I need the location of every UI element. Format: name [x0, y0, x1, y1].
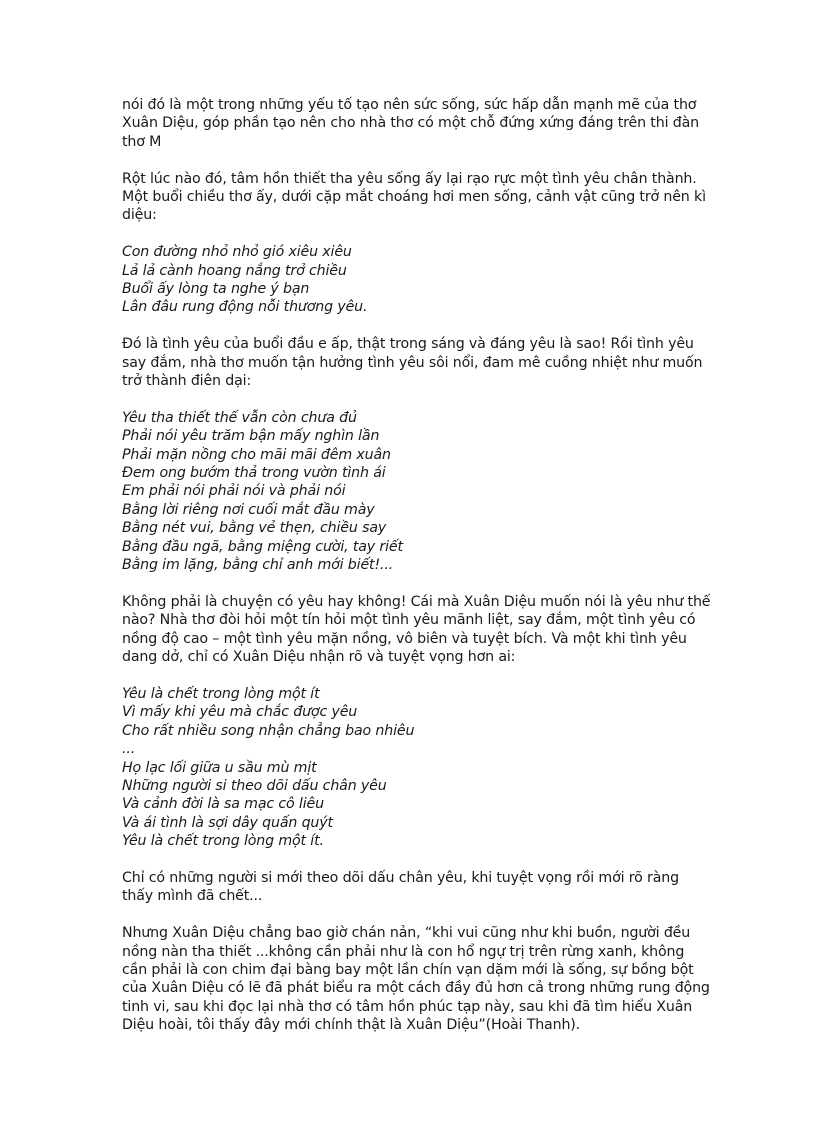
verse-line: Con đường nhỏ nhỏ gió xiêu xiêu: [122, 244, 352, 261]
text-line: tinh vi, sau khi đọc lại nhà thơ có tâm hồn phúc tạp này, sau khi đã tìm hiểu Xuân: [122, 998, 693, 1015]
poem-stanza: [122, 243, 702, 317]
text-line: Rột lúc nào đó, tâm hồn thiết tha yêu sống ấy lại rạo rực một tình yêu chân thành.: [122, 170, 697, 187]
text-line: say đắm, nhà thơ muốn tận hưởng tình yêu sôi nổi, đam mê cuồng nhiệt như muốn: [122, 354, 703, 371]
paragraph: [122, 869, 702, 906]
verse-line: Họ lạc lối giữa u sầu mù mịt: [122, 759, 317, 776]
verse-line: Bằng đầu ngã, bằng miệng cười, tay riết: [122, 538, 403, 555]
paragraph: [122, 335, 702, 390]
text-line: cần phải là con chim đại bàng bay một lần chín vạn dặm mới là sống, sự bồng bột: [122, 961, 694, 978]
text-line: thơ M: [122, 133, 162, 150]
text-line: Một buổi chiều thơ ấy, dưới cặp mắt choáng hơi men sống, cảnh vật cũng trở nên kì: [122, 189, 706, 206]
paragraph: [122, 96, 702, 151]
verse-line: Yêu là chết trong lòng một ít.: [122, 833, 324, 850]
text-line: dang dở, chỉ có Xuân Diệu nhận rõ và tuyệt vọng hơn ai:: [122, 649, 516, 666]
verse-line: Buổi ấy lòng ta nghe ý bạn: [122, 281, 310, 298]
text-line: trở thành điên dại:: [122, 373, 252, 390]
text-line: Xuân Diệu, góp phần tạo nên cho nhà thơ có một chỗ đứng xứng đáng trên thi đàn: [122, 115, 699, 132]
verse-line: ...: [122, 741, 136, 758]
text-line: Đó là tình yêu của buổi đầu e ấp, thật trong sáng và đáng yêu là sao! Rồi tình yêu: [122, 336, 694, 353]
text-line: Không phải là chuyện có yêu hay không! Cái mà Xuân Diệu muốn nói là yêu như thế: [122, 593, 711, 610]
verse-line: Bằng im lặng, bằng chỉ anh mới biết!...: [122, 557, 394, 574]
verse-line: Cho rất nhiều song nhận chẳng bao nhiêu: [122, 722, 415, 739]
verse-line: Phải nói yêu trăm bận mấy nghìn lần: [122, 428, 380, 445]
verse-line: Lân đâu rung động nỗi thương yêu.: [122, 299, 368, 316]
verse-line: Bằng nét vui, bằng vẻ thẹn, chiều say: [122, 520, 387, 537]
text-line: nào? Nhà thơ đòi hỏi một tín hỏi một tình yêu mãnh liệt, say đắm, một tình yêu có: [122, 612, 696, 629]
verse-line: Yêu tha thiết thế vẫn còn chưa đủ: [122, 409, 357, 426]
text-line: nồng nàn tha thiết ...không cần phải như là con hổ ngự trị trên rừng xanh, không: [122, 943, 685, 960]
verse-line: Bằng lời riêng nơi cuối mắt đầu mày: [122, 501, 375, 518]
verse-line: Và cảnh đời là sa mạc cô liêu: [122, 796, 324, 813]
verse-line: Lả lả cành hoang nắng trở chiều: [122, 262, 347, 279]
text-line: nói đó là một trong những yếu tố tạo nên sức sống, sức hấp dẫn mạnh mẽ của thơ: [122, 97, 697, 113]
paragraph: [122, 593, 711, 667]
text-line: Diệu hoài, tôi thấy đây mới chính thật là Xuân Diệu”(Hoài Thanh).: [122, 1017, 581, 1034]
text-line: thấy mình đã chết...: [122, 888, 263, 905]
verse-line: Và ái tình là sợi dây quấn quýt: [122, 814, 333, 831]
poem-stanza: [122, 685, 702, 851]
verse-line: Phải mặn nồng cho mãi mãi đêm xuân: [122, 446, 391, 463]
document-page: [122, 96, 711, 1053]
verse-line: Những người si theo dõi dấu chân yêu: [122, 777, 387, 794]
text-line: Chỉ có những người si mới theo dõi dấu chân yêu, khi tuyệt vọng rồi mới rõ ràng: [122, 869, 679, 886]
text-line: nồng độ cao – một tình yêu mặn nồng, vô biên và tuyệt bích. Và một khi tình yêu: [122, 630, 687, 647]
text-line: của Xuân Diệu có lẽ đã phát biểu ra một cách đầy đủ hơn cả trong những rung động: [122, 980, 710, 997]
poem-stanza: [122, 409, 702, 575]
verse-line: Em phải nói phải nói và phải nói: [122, 483, 346, 500]
verse-line: Yêu là chết trong lòng một ít: [122, 685, 320, 702]
paragraph: [122, 924, 710, 1034]
verse-line: Vì mấy khi yêu mà chắc được yêu: [122, 704, 358, 721]
paragraph: [122, 170, 706, 225]
verse-line: Đem ong bướm thả trong vườn tình ái: [122, 465, 386, 482]
text-line: diệu:: [122, 207, 157, 224]
text-line: Nhưng Xuân Diệu chẳng bao giờ chán nản, “khi vui cũng như khi buồn, người đều: [122, 925, 691, 942]
